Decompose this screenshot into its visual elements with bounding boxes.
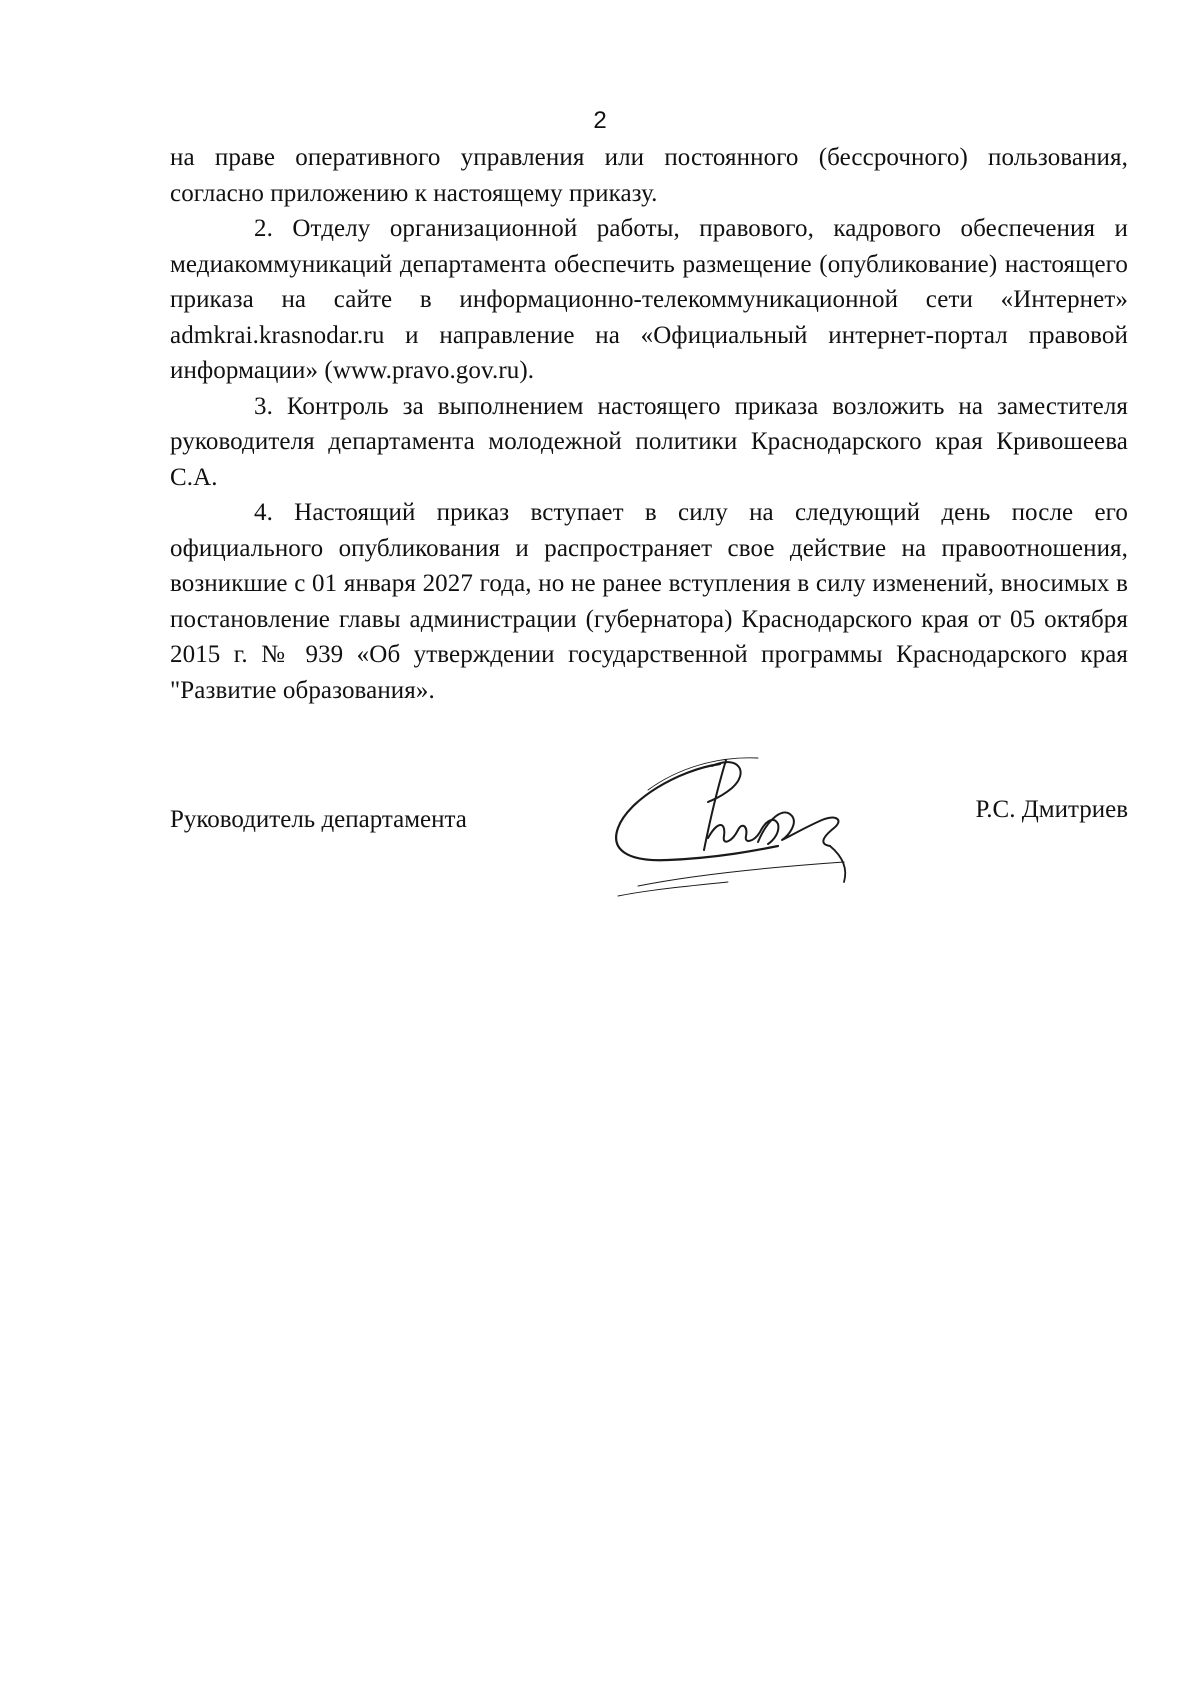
handwritten-signature [608,750,888,900]
document-body [170,140,1128,708]
signatory-name: Р.С. Дмитриев [975,796,1128,823]
signatory-position: Руководитель департамента [170,806,467,833]
paragraph-item-3: 3. Контроль за выполнением настоящего приказа возложить на заместителя руководителя департамента молодежной политики Краснодарского края Кривошеева С.А. [170,392,1128,491]
paragraph-item-4: 4. Настоящий приказ вступает в силу на следующий день после его официального опубликования и распространяет свое действие на правоотношения, возникшие с 01 января 2027 года, но не ранее вступления в силу изменений, вносимых в постановление главы администрации (губернатора) Краснодарского края от 05 октября 2015 г. № 939 «Об утверждении государственной программы Краснодарского края "Развитие образования». [170,499,1128,704]
page-number: 2 [593,107,607,134]
paragraph-item-2: 2. Отделу организационной работы, правового, кадрового обеспечения и медиакоммуникаций департамента обеспечить размещение (опубликование) настоящего приказа на сайте в информационно-телекоммуникационной сети «Интернет» admkrai.krasnodar.ru и направление на «Официальный интернет-портал правовой информации» (www.pravo.gov.ru). [170,215,1128,384]
signature-block [170,790,1128,900]
paragraph-continuation: на праве оперативного управления или постоянного (бессрочного) пользования, согласно приложению к настоящему приказу. [170,144,1128,207]
